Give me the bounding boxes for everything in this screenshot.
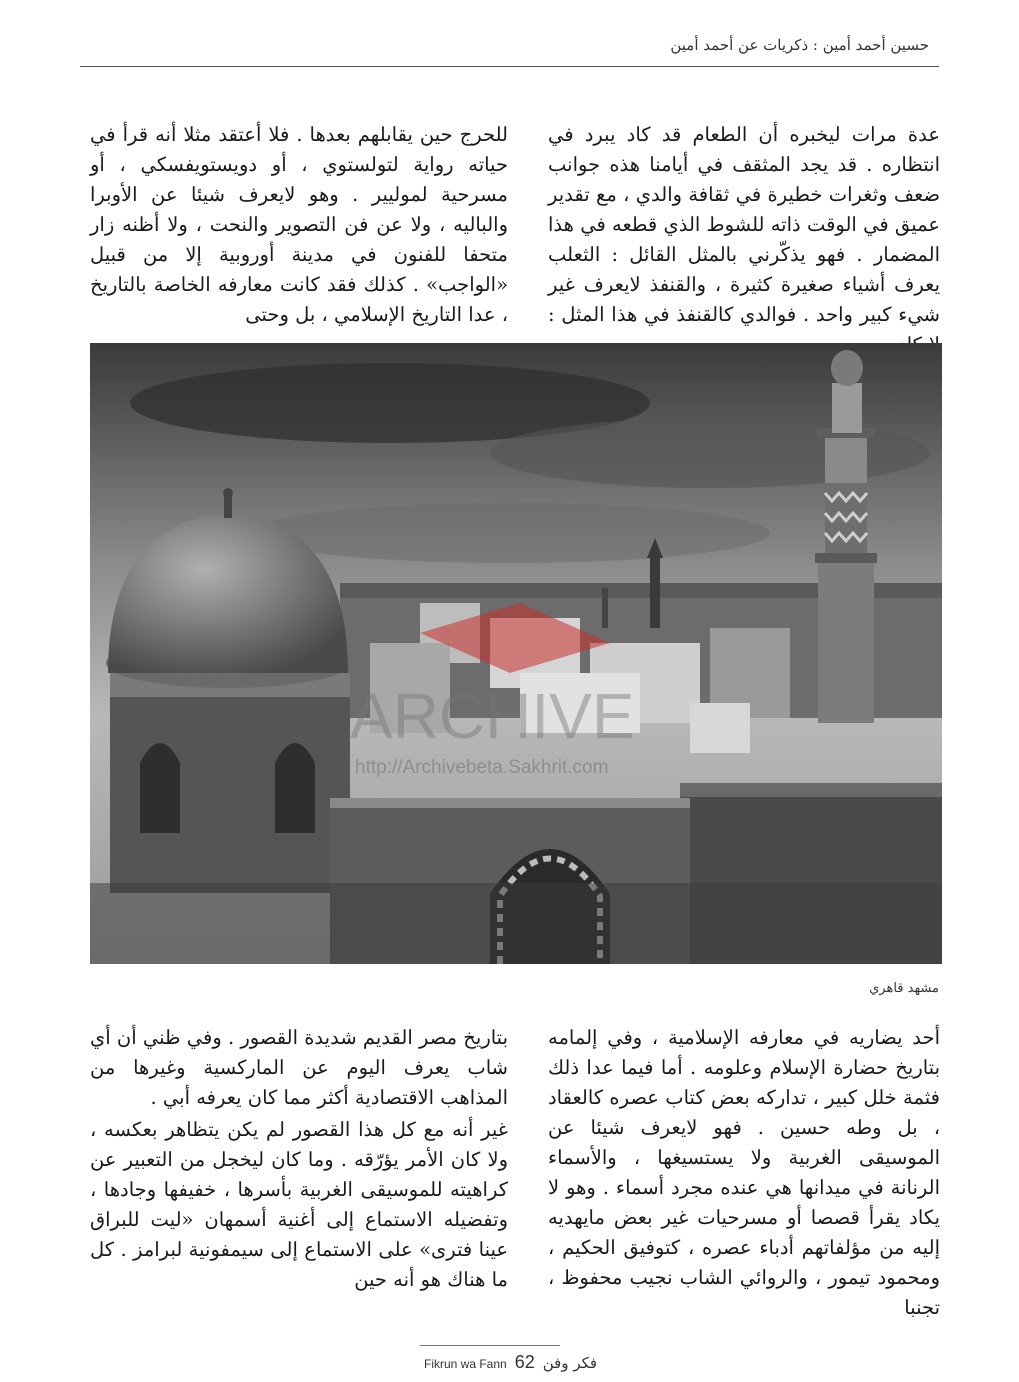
column-top-right xyxy=(548,120,940,360)
paragraph: عدة مرات ليخبره أن الطعام قد كاد يبرد في انتظاره . قد يجد المثقف في أيامنا هذه جوانب ضعف وثغرات خطيرة في ثقافة والدي ، مع تقدير عميق في الوقت ذاته للشوط الذي قطعه في هذا المضمار . فهو يذكّرني بالمثل القائل : الثعلب يعرف أشياء صغيرة كثيرة ، والقنفذ لايعرف غير شيء كبير واحد . فوالدي كالقنفذ في هذا المثل : xyxy=(548,123,940,326)
column-bottom-right xyxy=(548,1023,940,1323)
page-number: 62 xyxy=(514,1352,535,1372)
paragraph: أحد يضاريه في معارفه الإسلامية ، وفي إلمامه بتاريخ حضارة الإسلام وعلومه . أما فيما عدا ذلك فثمة خلل كبير ، تداركه بعض كتاب عصره كالعقاد ، بل وطه حسين . فهو لايعرف شيئا عن الموسيقى الغربية ولا يستسيغها ، والأسماء الرنانة في ميدانها هي عنده مجرد أسماء . وهو لا يكاد يقرأ قصصا أو مسرحيات غير بعض مايهديه إليه من مؤلفاتهم أدباء عصره ، كتوفيق الحكيم ، ومحمود تيمور ، والروائي الشاب نجيب محفوظ ، تجنبا xyxy=(548,1026,940,1319)
header-rule xyxy=(80,66,939,67)
footer-rule xyxy=(420,1345,560,1346)
photo-caption: مشهد قاهري xyxy=(869,981,939,996)
watermark-url: http://Archivebeta.Sakhrit.com xyxy=(355,757,609,778)
watermark-text: ARCHIVE xyxy=(350,680,635,752)
column-bottom-left xyxy=(90,1023,508,1295)
magazine-name-ar: فكر وفن xyxy=(542,1354,598,1372)
running-title: حسين أحمد أمين : ذكريات عن أحمد أمين xyxy=(670,36,929,54)
paragraph: غير أنه مع كل هذا القصور لم يكن يتظاهر بعكسه ، ولا كان الأمر يؤرّقه . وما كان ليخجل من التعبير عن كراهيته للموسيقى الغربية بأسرها ، خفيفها وجادها ، وتفضيله الاستماع إلى أغنية أسمهان «ليت للبراق عينا فترى» على الاستماع إلى سيمفونية لبرامز . كل ما هناك هو أنه حين xyxy=(90,1118,508,1291)
paragraph: للحرج حين يقابلهم بعدها . فلا أعتقد مثلا أنه قرأ في حياته رواية لتولستوي ، أو دويستويفسكي ، أو مسرحية لموليير . وهو لايعرف شيئا عن الأوبرا والباليه ، ولا عن فن التصوير والنحت ، ولا أظنه زار متحفا للفنون في مدينة أوروبية إلا من قبيل «الواجب» . كذلك فقد كانت معارفه الخاصة بالتاريخ ، عدا التاريخ الإسلامي ، بل وحتى xyxy=(90,123,508,326)
cairo-photo xyxy=(90,343,942,964)
column-top-left xyxy=(90,120,508,330)
paragraph: بتاريخ مصر القديم شديدة القصور . وفي ظني أن أي شاب يعرف اليوم عن الماركسية وغيرها من المذاهب الاقتصادية أكثر مما كان يعرفه أبي . xyxy=(90,1026,508,1109)
cairo-skyline-illustration xyxy=(90,343,942,964)
page-footer xyxy=(424,1352,597,1373)
magazine-name-en: Fikrun wa Fann xyxy=(424,1357,507,1371)
